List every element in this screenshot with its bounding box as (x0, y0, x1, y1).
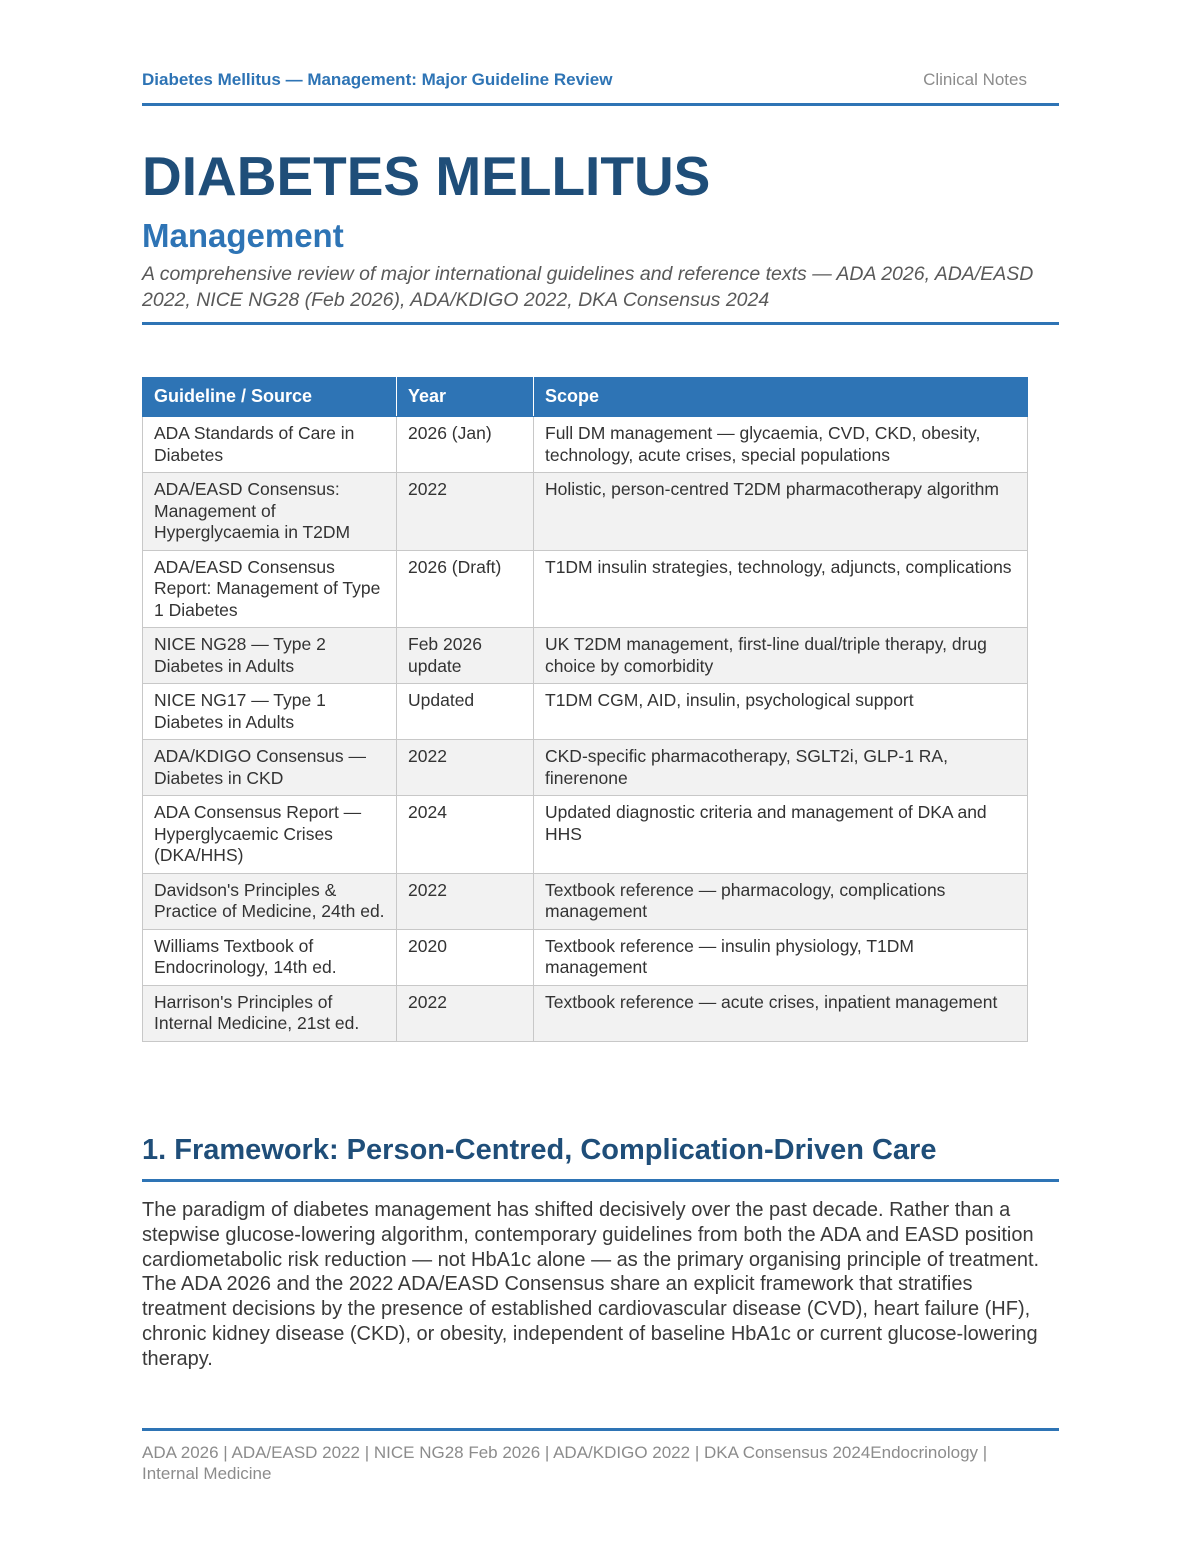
cell-year: Feb 2026 update (397, 628, 534, 684)
document-page (142, 0, 1059, 1553)
page-subtitle: Management (142, 217, 344, 254)
column-header-source: Guideline / Source (143, 378, 397, 417)
cell-scope: Full DM management — glycaemia, CVD, CKD, obesity, technology, acute crises, special populations (534, 417, 1028, 473)
table-row (143, 740, 1028, 796)
table-row (143, 417, 1028, 473)
cell-scope: T1DM CGM, AID, insulin, psychological support (534, 684, 1028, 740)
cell-source: ADA Consensus Report — Hyperglycaemic Crises (DKA/HHS) (143, 796, 397, 874)
cell-scope: UK T2DM management, first-line dual/triple therapy, drug choice by comorbidity (534, 628, 1028, 684)
column-header-scope: Scope (534, 378, 1028, 417)
cell-scope: CKD-specific pharmacotherapy, SGLT2i, GLP-1 RA, finerenone (534, 740, 1028, 796)
section-heading: 1. Framework: Person-Centred, Complication-Driven Care (142, 1134, 937, 1166)
page-footer: ADA 2026 | ADA/EASD 2022 | NICE NG28 Feb 2026 | ADA/KDIGO 2022 | DKA Consensus 2024Endocrinology | Internal Medicine (142, 1443, 988, 1483)
table-row (143, 796, 1028, 874)
guideline-sources-table (142, 377, 1028, 1042)
section-divider (142, 1179, 1059, 1182)
cell-year: 2024 (397, 796, 534, 874)
running-header-label: Clinical Notes (923, 70, 1027, 89)
table-row (143, 628, 1028, 684)
page-title: DIABETES MELLITUS (142, 145, 711, 207)
cell-scope: Textbook reference — acute crises, inpatient management (534, 985, 1028, 1041)
intro-text: A comprehensive review of major international guidelines and reference texts — ADA 2026, ADA/EASD 2022, NICE NG28 (Feb 2026), ADA/KDIGO 2022, DKA Consensus 2024 (142, 263, 1034, 311)
footer-divider (142, 1428, 1059, 1431)
table-row (143, 684, 1028, 740)
table-row (143, 550, 1028, 628)
cell-source: Williams Textbook of Endocrinology, 14th ed. (143, 929, 397, 985)
column-header-year: Year (397, 378, 534, 417)
cell-scope: T1DM insulin strategies, technology, adjuncts, complications (534, 550, 1028, 628)
cell-source: NICE NG28 — Type 2 Diabetes in Adults (143, 628, 397, 684)
cell-year: 2026 (Draft) (397, 550, 534, 628)
cell-year: 2022 (397, 473, 534, 551)
header-divider (142, 103, 1059, 106)
cell-scope: Holistic, person-centred T2DM pharmacotherapy algorithm (534, 473, 1028, 551)
table-row (143, 873, 1028, 929)
cell-scope: Textbook reference — pharmacology, complications management (534, 873, 1028, 929)
running-header-title: Diabetes Mellitus — Management: Major Guideline Review (142, 70, 613, 89)
running-header (142, 68, 1059, 92)
cell-year: 2020 (397, 929, 534, 985)
cell-year: 2026 (Jan) (397, 417, 534, 473)
cell-scope: Updated diagnostic criteria and management of DKA and HHS (534, 796, 1028, 874)
cell-source: Harrison's Principles of Internal Medicine, 21st ed. (143, 985, 397, 1041)
cell-source: ADA/KDIGO Consensus — Diabetes in CKD (143, 740, 397, 796)
cell-year: 2022 (397, 873, 534, 929)
cell-source: ADA/EASD Consensus: Management of Hyperglycaemia in T2DM (143, 473, 397, 551)
cell-source: Davidson's Principles & Practice of Medicine, 24th ed. (143, 873, 397, 929)
table-row (143, 929, 1028, 985)
cell-year: Updated (397, 684, 534, 740)
table-header-row (143, 378, 1028, 417)
title-divider (142, 322, 1059, 325)
cell-year: 2022 (397, 985, 534, 1041)
cell-year: 2022 (397, 740, 534, 796)
cell-scope: Textbook reference — insulin physiology, T1DM management (534, 929, 1028, 985)
cell-source: ADA Standards of Care in Diabetes (143, 417, 397, 473)
cell-source: NICE NG17 — Type 1 Diabetes in Adults (143, 684, 397, 740)
table-row (143, 473, 1028, 551)
section-body-text: The paradigm of diabetes management has shifted decisively over the past decade. Rather than a stepwise glucose-lowering algorithm, contemporary guidelines from both the ADA and EASD position cardiometabolic risk reduction — not HbA1c alone — as the primary organising principle of treatment. The ADA 2026 and the 2022 ADA/EASD Consensus share an explicit framework that stratifies treatment decisions by the presence of established cardiovascular disease (CVD), heart failure (HF), chronic kidney disease (CKD), or obesity, independent of baseline HbA1c or current glucose-lowering therapy. (142, 1199, 1040, 1370)
cell-source: ADA/EASD Consensus Report: Management of Type 1 Diabetes (143, 550, 397, 628)
table-row (143, 985, 1028, 1041)
